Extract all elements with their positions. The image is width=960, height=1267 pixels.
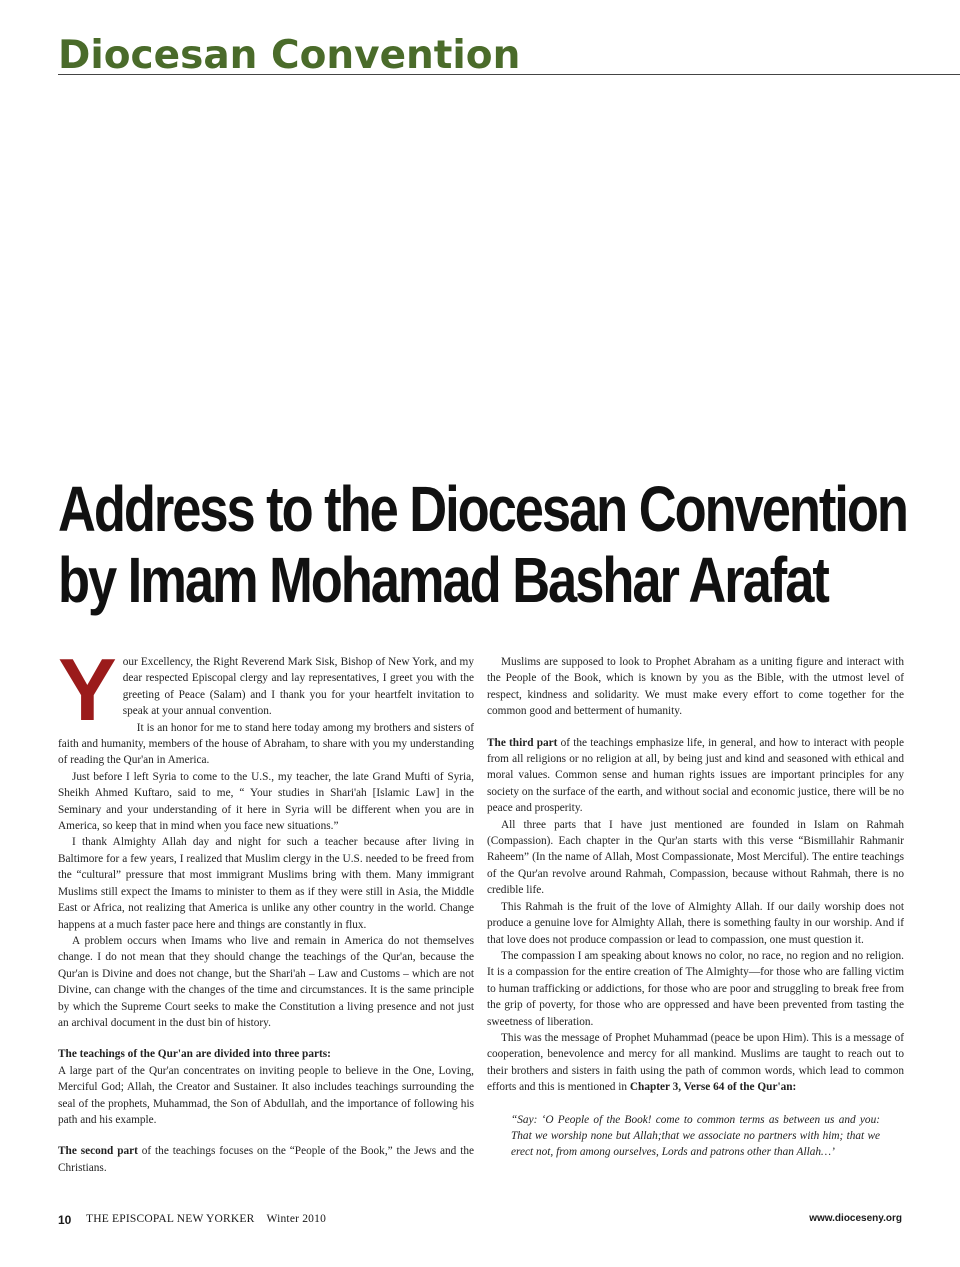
website-link[interactable]: www.dioceseny.org	[809, 1213, 902, 1224]
article-column-right	[487, 654, 904, 1161]
paragraph-text: This was the message of Prophet Muhammad (peace be upon Him). This is a message of cooperation, benevolence and mercy for all mankind. Muslims are taught to reach out to their brothers and sisters in faith using the path of common words, which lead to common efforts and this is mentioned in	[487, 1031, 904, 1094]
issue-label: Winter 2010	[266, 1213, 327, 1225]
body-paragraph: The compassion I am speaking about knows no color, no race, no region and no religion. It is a compassion for the entire creation of The Almighty—for those who are falling victim to human trafficking or addictions, for those who are poor and struggling to break free from the grip of poverty, for those who are oppressed and have been prevented from tasting the sweetness of liberation.	[487, 949, 904, 1028]
body-paragraph: A large part of the Qur'an concentrates on inviting people to believe in the One, Loving, Merciful God; Allah, the Creator and Sustainer. It also includes teachings surrounding the seal of the prophets, Muhammad, the Son of Abdullah, and the importance of following his path and his example.	[58, 1064, 474, 1126]
section-header	[58, 34, 960, 78]
page-footer	[58, 1213, 902, 1231]
body-paragraph: Muslims are supposed to look to Prophet Abraham as a uniting figure and interact with the People of the Book, which is known by you as the Bible, with the utmost level of respect, kindness and solidarity. We must make every effort to come together for the common good and betterment of humanity.	[487, 656, 904, 718]
article-headline	[58, 473, 907, 616]
paragraph-text: of the teachings focuses on the “People of the Book,” the Jews and the Christians.	[58, 1145, 474, 1174]
publication-name	[86, 1213, 326, 1225]
article-column-left	[58, 640, 474, 1176]
section-title: Diocesan Convention	[58, 33, 521, 78]
inline-subhead: The second part	[58, 1145, 138, 1158]
body-paragraph: I thank Almighty Allah day and night for such a teacher because after living in Baltimore for a few years, I realized that Muslim clergy in the U.S. needed to be freed from the “cultural” pressure that most immigrant Muslims bring with them. Many immigrant Muslims still expect the Imams to minister to them as if they were still in Asia, the Middle East or Africa, not realizing that America is unlike any other country in the world. Change happens at a much faster pace here and things are constantly in flux.	[58, 836, 474, 931]
body-paragraph: This Rahmah is the fruit of the love of Almighty Allah. If our daily worship does not produce a genuine love for Almighty Allah, there is something faulty in our worship. And if that love does not produce compassion or lead to compassion, one must question it.	[487, 900, 904, 946]
subheading: The teachings of the Qur'an are divided into three parts:	[58, 1048, 331, 1061]
block-quote: “Say: ‘O People of the Book! come to common terms as between us and you: That we worship none but Allah;that we associate no partners with him; that we erect not, from among ourselves, Lords and patrons other than Allah…’	[511, 1113, 880, 1159]
body-paragraph: All three parts that I have just mentioned are founded in Islam on Rahmah (Compassion). Each chapter in the Qur'an starts with this verse “Bismillahir Rahmanir Raheem” (In the name of Allah, Most Compassionate, Most Merciful). The entire teachings of the Qur'an revolve around Rahmah, Compassion, because without Rahmah, there is no credible life.	[487, 818, 904, 897]
section-rule	[58, 74, 960, 75]
body-paragraph	[487, 1030, 904, 1096]
body-paragraph	[58, 640, 474, 739]
paragraph-text: of the teachings emphasize life, in general, and how to interact with people from all religions or no religion at all, by being just and kind and seasoned with ethical and moral values. Common sense and human rights issues are important principles for any society on the surface of the earth, and without social and economic justice, there will be no peace and prosperity.	[487, 736, 904, 815]
page-number: 10	[58, 1213, 72, 1227]
inline-bold: Chapter 3, Verse 64 of the Qur'an:	[629, 1081, 797, 1094]
inline-subhead: The third part	[487, 736, 558, 749]
paragraph-text: our Excellency, the Right Reverend Mark Sisk, Bishop of New York, and my dear respected Episcopal clergy and lay representatives, I greet you with the greeting of Peace (Salam) and I thank you for your heartfelt invitation to speak at your annual convention.	[122, 656, 474, 718]
body-paragraph: Just before I left Syria to come to the U.S., my teacher, the late Grand Mufti of Syria, Sheikh Ahmed Kuftaro, said to me, “ Your studies in Shari'ah [Islamic Law] in the Seminary and your understanding of it here in Syria will be different when you are in America, so keep that in mind when you face new situations.”	[58, 770, 474, 833]
body-paragraph	[487, 735, 904, 817]
drop-cap: Y	[58, 640, 117, 739]
body-paragraph: A problem occurs when Imams who live and remain in America do not themselves change. I do not mean that they should change the teachings of the Qur'an, because the Qur'an is Divine and does not change, but the Shari'ah – Law and Customs – which are not Divine, can change with the changes of the time and circumstances. It is the same principle by which the Supreme Court seeks to make the Constitution a living presence and not just an archival document in the dust bin of history.	[58, 934, 474, 1029]
headline-line-2: by Imam Mohamad Bashar Arafat	[58, 544, 828, 616]
body-paragraph	[58, 1143, 474, 1176]
headline-line-1: Address to the Diocesan Convention	[58, 473, 907, 545]
body-paragraph: It is an honor for me to stand here today among my brothers and sisters of faith and humanity, members of the house of Abraham, to share with you my understanding of reading the Qur'an in America.	[58, 721, 474, 767]
publication-title: THE EPISCOPAL NEW YORKER	[86, 1213, 255, 1225]
